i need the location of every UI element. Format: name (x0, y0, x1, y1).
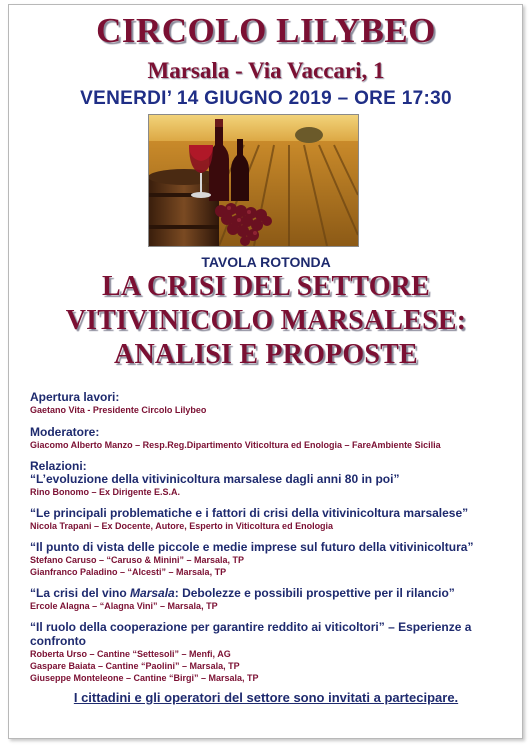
talk-item (30, 586, 518, 612)
organization-name: CIRCOLO LILYBEO (96, 11, 436, 50)
invitation-text: I cittadini e gli operatori del settore sono invitati a partecipare. (73, 690, 459, 705)
talk-speaker: Nicola Trapani – Ex Docente, Autore, Esperto in Viticoltura ed Enologia (30, 521, 334, 531)
opening-label: Apertura lavori: (30, 390, 120, 404)
talk-item (30, 472, 518, 498)
talk-title: “Il punto di vista delle piccole e medie imprese sul futuro della vitivinicoltura” (30, 540, 474, 554)
event-title (0, 270, 532, 372)
talk-title (30, 586, 518, 600)
event-type: TAVOLA ROTONDA (201, 254, 331, 270)
opening-section (30, 390, 518, 416)
talk-title-start: “La crisi del vino (30, 586, 131, 600)
event-title-line-3: ANALISI E PROPOSTE (114, 339, 418, 370)
talks-section (30, 459, 518, 473)
talk-item (30, 620, 518, 684)
talk-item (30, 506, 518, 532)
wine-vineyard-photo (148, 114, 359, 247)
talks-label: Relazioni: (30, 459, 87, 473)
talk-title-emphasis: Marsala (130, 586, 175, 600)
talk-title-line-1: “Il ruolo della cooperazione per garantire reddito ai viticoltori” – Esperienze a (30, 620, 472, 634)
talk-speaker: Gianfranco Paladino – “Alcesti” – Marsala, TP (30, 567, 227, 577)
talk-title-line-2: confronto (30, 634, 86, 648)
organization-address: Marsala - Via Vaccari, 1 (147, 58, 385, 83)
talk-speaker: Stefano Caruso – “Caruso & Minini” – Marsala, TP (30, 555, 245, 565)
talk-title-end: : Debolezze e possibili prospettive per il rilancio” (174, 586, 455, 600)
talk-speaker: Rino Bonomo – Ex Dirigente E.S.A. (30, 487, 181, 497)
talk-speaker: Gaspare Baiata – Cantine “Paolini” – Marsala, TP (30, 661, 240, 671)
moderator-label: Moderatore: (30, 425, 100, 439)
talk-item (30, 540, 518, 578)
talk-title: “Le principali problematiche e i fattori di crisi della vitivinicoltura marsalese” (30, 506, 469, 520)
event-title-line-1: LA CRISI DEL SETTORE (102, 271, 430, 302)
talk-speaker: Giuseppe Monteleone – Cantine “Birgi” – Marsala, TP (30, 673, 259, 683)
opening-speaker: Gaetano Vita - Presidente Circolo Lilybeo (30, 405, 207, 415)
talk-title: “L’evoluzione della vitivinicoltura marsalese dagli anni 80 in poi” (30, 472, 400, 486)
event-title-line-2: VITIVINICOLO MARSALESE: (65, 305, 467, 336)
talk-speaker: Roberta Urso – Cantine “Settesoli” – Menfi, AG (30, 649, 231, 659)
event-date-time: VENERDI’ 14 GIUGNO 2019 – ORE 17:30 (80, 88, 452, 109)
moderator-name: Giacomo Alberto Manzo – Resp.Reg.Dipartimento Viticoltura ed Enologia – FareAmbiente Sicilia (30, 440, 441, 450)
moderator-section (30, 425, 518, 451)
talk-speaker: Ercole Alagna – “Alagna Vini” – Marsala, TP (30, 601, 218, 611)
